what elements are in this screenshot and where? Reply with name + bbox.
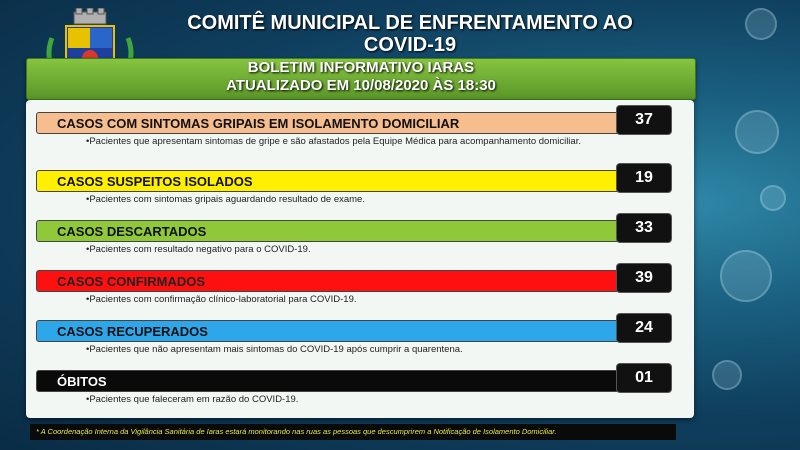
statistics-panel	[26, 100, 694, 418]
banner-updated-date: ATUALIZADO EM 10/08/2020 ÀS 18:30	[226, 77, 496, 94]
category-label: CASOS CONFIRMADOS	[36, 270, 622, 292]
bulletin-banner	[26, 58, 696, 100]
category-description: •Pacientes com resultado negativo para o COVID-19.	[86, 244, 311, 255]
virus-decoration	[760, 185, 786, 211]
category-description: •Pacientes que faleceram em razão do COVID-19.	[86, 394, 299, 405]
virus-decoration	[735, 110, 779, 154]
category-count: 39	[616, 263, 672, 293]
category-count: 01	[616, 363, 672, 393]
category-row	[36, 210, 682, 254]
category-row	[36, 260, 682, 304]
category-count: 33	[616, 213, 672, 243]
footer-note: * A Coordenação Interna da Vigilância Sanitária de Iaras estará monitorando nas ruas as pessoas que descumprirem a Notificação de Isolamento Domiciliar.	[30, 424, 676, 440]
banner-title: BOLETIM INFORMATIVO IARAS	[247, 59, 475, 76]
category-count: 37	[616, 105, 672, 135]
category-label: CASOS COM SINTOMAS GRIPAIS EM ISOLAMENTO DOMICILIAR	[36, 112, 622, 134]
virus-decoration	[720, 250, 772, 302]
page-title	[150, 12, 670, 56]
virus-decoration	[745, 8, 777, 40]
category-label: CASOS RECUPERADOS	[36, 320, 622, 342]
category-description: •Pacientes com sintomas gripais aguardando resultado de exame.	[86, 194, 365, 205]
category-count: 19	[616, 163, 672, 193]
category-description: •Pacientes que apresentam sintomas de gripe e são afastados pela Equipe Médica para acompanhamento domiciliar.	[86, 136, 581, 147]
category-row	[36, 360, 682, 404]
category-count: 24	[616, 313, 672, 343]
category-row	[36, 160, 682, 204]
category-description: •Pacientes com confirmação clínico-laboratorial para COVID-19.	[86, 294, 357, 305]
category-label: ÓBITOS	[36, 370, 622, 392]
category-label: CASOS DESCARTADOS	[36, 220, 622, 242]
page-title-line2: COVID-19	[363, 34, 457, 56]
category-label: CASOS SUSPEITOS ISOLADOS	[36, 170, 622, 192]
category-row	[36, 102, 682, 146]
virus-decoration	[712, 360, 742, 390]
category-row	[36, 310, 682, 354]
page-title-line1: COMITÊ MUNICIPAL DE ENFRENTAMENTO AO	[187, 12, 633, 34]
category-description: •Pacientes que não apresentam mais sintomas do COVID-19 após cumprir a quarentena.	[86, 344, 463, 355]
